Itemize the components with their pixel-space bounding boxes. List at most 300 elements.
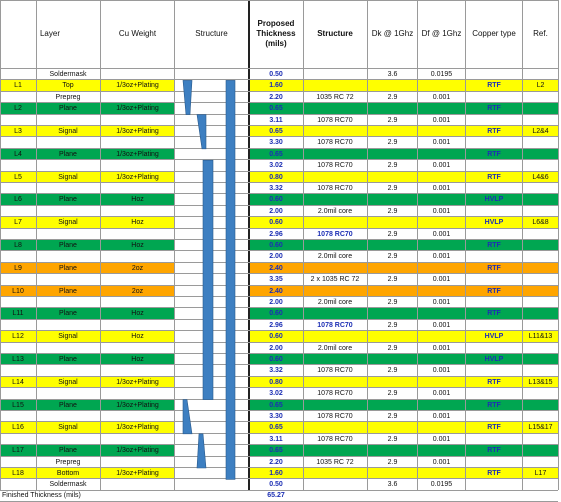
material: 1078 RC70 [317,435,353,443]
row-divider [0,330,558,331]
row-divider [0,102,558,103]
layer-id [0,274,36,285]
stackup-row [0,274,558,285]
thickness: 3.02 [269,162,283,170]
header-structure: Structure [195,29,228,38]
dk: 2.9 [387,93,398,101]
stackup-row [0,365,558,376]
row-divider [0,364,558,365]
material [303,400,367,411]
df: 0.001 [432,344,451,352]
dk [368,308,417,319]
stackup-row [0,206,558,217]
row-divider [0,114,558,115]
column-divider [36,0,37,490]
layer-id [0,137,36,148]
dk [368,263,417,274]
df: 0.0195 [430,71,453,78]
copper-type: RTF [487,447,501,455]
material: 1035 RC 72 [316,93,354,101]
copper-type: HVLP [484,219,504,227]
df [418,286,465,297]
cu-weight: 1/3oz+Plating [116,401,159,409]
row-divider [0,490,558,491]
row-divider [0,296,558,297]
layer-name [36,251,100,262]
layer-name [36,229,100,240]
layer-id: L10 [12,287,24,295]
df [418,126,465,137]
dk [368,240,417,251]
dk: 2.9 [387,413,398,420]
cu-weight [101,251,174,262]
layer-id: L2 [14,105,22,113]
layer-id [0,457,36,468]
row-divider [0,376,558,377]
layer-id: L6 [14,196,22,204]
stackup-row [0,286,558,297]
stackup-row [0,92,558,103]
table-top-border [0,0,558,1]
reference [523,240,558,251]
stackup-row [0,240,558,251]
copper-type [466,92,522,103]
stackup-row [0,457,558,468]
material [303,286,367,297]
cu-weight: Hoz [131,333,144,341]
layer-id: L8 [14,242,22,249]
row-divider [0,478,558,479]
stackup-row [0,468,558,479]
thickness: 3.32 [269,185,283,192]
dk [368,468,417,479]
df [418,263,465,274]
dk [368,400,417,411]
cu-weight: 1/3oz+Plating [116,424,159,432]
reference [523,274,558,285]
dk [368,149,417,160]
layer-id: L18 [12,470,24,477]
header-cu-weight: Cu Weight [118,29,157,38]
layer-name: Soldermask [49,71,87,78]
column-divider [367,0,368,490]
thickness: 0.65 [269,424,283,432]
df: 0.001 [432,435,451,443]
df [418,400,465,411]
layer-name: Plane [59,150,77,158]
thickness: 3.35 [269,276,283,284]
reference [523,479,558,490]
material [303,354,367,365]
footer-total-thickness: 65.27 [267,492,285,499]
layer-id [0,434,36,445]
copper-type [466,434,522,445]
material [303,445,367,456]
row-divider [0,307,558,308]
df [418,445,465,456]
layer-name: Signal [58,173,78,181]
layer-name [36,137,100,148]
stackup-row [0,343,558,354]
layer-name: Plane [59,196,77,204]
cu-weight [101,137,174,148]
reference [523,183,558,194]
reference [523,343,558,354]
material [303,479,367,490]
df: 0.001 [432,253,451,261]
reference [523,445,558,456]
cu-weight [101,69,174,80]
thickness: 2.40 [269,287,283,295]
row-divider [0,285,558,286]
copper-type [466,183,522,194]
copper-type: HVLP [484,356,504,363]
copper-type: HVLP [484,196,504,204]
cu-weight: 1/3oz+Plating [116,447,159,455]
layer-name [36,411,100,422]
copper-type: RTF [487,264,501,272]
df [418,80,465,91]
layer-name: Signal [58,128,78,135]
row-divider [0,91,558,92]
reference [523,400,558,411]
layer-name: Plane [59,447,77,455]
stackup-row [0,149,558,160]
df [418,149,465,160]
layer-id: L15 [12,401,24,409]
material: 1078 RC70 [317,162,353,170]
layer-id [0,479,36,490]
footer-label: Finished Thickness (mils) [2,492,81,499]
material [303,331,367,342]
layer-name: Soldermask [49,481,87,489]
material: 1078 RC70 [317,185,353,192]
stackup-row [0,115,558,126]
df: 0.001 [432,413,451,420]
row-divider [0,136,558,137]
stackup-row [0,160,558,171]
row-divider [0,262,558,263]
stackup-row [0,217,558,228]
thickness: 2.00 [269,253,283,261]
thickness: 0.65 [269,401,283,409]
row-divider [0,456,558,457]
thickness: 0.65 [269,150,283,158]
layer-id: L14 [12,378,24,386]
column-divider [174,0,175,490]
cu-weight: Hoz [131,196,144,204]
copper-type: RTF [487,105,501,113]
cu-weight [101,92,174,103]
thickness-column-border [248,0,250,490]
df [418,217,465,228]
dk: 3.6 [387,481,398,489]
row-divider [0,159,558,160]
reference [523,434,558,445]
layer-name: Signal [58,333,78,341]
row-divider [0,171,558,172]
dk: 2.9 [387,185,398,192]
material [303,126,367,137]
df [418,468,465,479]
layer-id: L17 [12,447,24,455]
df [418,103,465,114]
header-layer: Layer [39,29,60,38]
cu-weight: Hoz [131,310,144,318]
stackup-row [0,263,558,274]
reference [523,115,558,126]
layer-name: Plane [59,287,77,295]
reference [523,229,558,240]
reference [523,354,558,365]
thickness: 3.30 [269,413,283,420]
thickness: 0.60 [269,356,283,363]
dk [368,80,417,91]
df: 0.001 [432,207,451,215]
reference [523,320,558,331]
cu-weight [101,365,174,376]
copper-type [466,274,522,285]
dk [368,377,417,388]
reference [523,286,558,297]
thickness: 2.00 [269,344,283,352]
row-divider [0,410,558,411]
layer-name [36,297,100,308]
row-divider [0,399,558,400]
dk [368,103,417,114]
copper-type: RTF [487,470,501,477]
dk [368,354,417,365]
df: 0.001 [432,162,451,170]
copper-type [466,229,522,240]
cu-weight: 1/3oz+Plating [116,105,159,113]
material: 2.0mil core [317,253,353,261]
layer-id [0,343,36,354]
stackup-row [0,388,558,399]
cu-weight [101,479,174,490]
thickness: 0.60 [269,219,283,227]
cu-weight: Hoz [131,219,144,227]
stackup-row [0,103,558,114]
dk: 2.9 [387,230,398,238]
row-divider [0,239,558,240]
row-divider [0,68,558,69]
layer-name: Plane [59,356,77,363]
thickness: 0.80 [269,378,283,386]
cu-weight [101,343,174,354]
stackup-row [0,445,558,456]
thickness: 2.20 [269,93,283,101]
row-divider [0,250,558,251]
df: 0.001 [432,93,451,101]
copper-type [466,365,522,376]
stackup-row [0,308,558,319]
cu-weight [101,434,174,445]
df: 0.001 [432,139,451,147]
dk [368,194,417,205]
layer-id: L12 [12,333,24,341]
reference: L11&13 [528,333,553,341]
thickness: 1.60 [269,470,283,477]
column-divider [0,0,1,490]
material [303,217,367,228]
dk: 2.9 [387,139,398,147]
row-divider [0,444,558,445]
dk: 2.9 [387,390,398,398]
df [418,331,465,342]
layer-name [36,115,100,126]
reference [523,103,558,114]
material [303,149,367,160]
row-divider [0,205,558,206]
dk [368,422,417,433]
thickness: 3.32 [269,367,283,375]
layer-id: L16 [12,424,24,432]
dk [368,172,417,183]
layer-name: Plane [59,401,77,409]
copper-type [466,297,522,308]
dk: 2.9 [387,344,398,352]
layer-name: Plane [59,310,77,318]
reference: L13&15 [528,378,553,386]
layer-id [0,365,36,376]
reference [523,69,558,80]
reference [523,457,558,468]
layer-name [36,343,100,354]
material [303,263,367,274]
cu-weight [101,206,174,217]
layer-name [36,434,100,445]
layer-name [36,160,100,171]
stackup-row [0,172,558,183]
cu-weight [101,274,174,285]
layer-id: L1 [14,82,22,90]
copper-type [466,411,522,422]
dk: 2.9 [387,367,398,375]
column-divider [417,0,418,490]
reference: L2 [536,82,545,90]
column-divider [465,0,466,490]
dk [368,126,417,137]
row-divider [0,193,558,194]
copper-type: RTF [487,287,501,295]
thickness: 2.96 [269,230,283,238]
header-structure-material: Structure [317,29,353,38]
layer-name [36,183,100,194]
thickness: 0.65 [269,447,283,455]
reference [523,149,558,160]
material [303,422,367,433]
reference: L17 [534,470,547,477]
material [303,69,367,80]
row-divider [0,148,558,149]
reference [523,263,558,274]
copper-type: RTF [487,310,501,318]
layer-id: L7 [14,219,22,227]
thickness: 0.50 [269,481,283,489]
layer-id [0,92,36,103]
thickness: 0.80 [269,173,283,181]
df: 0.001 [432,390,451,398]
column-divider [558,0,559,490]
header-proposed-thickness: Proposed Thickness (mils) [256,19,296,48]
copper-type: RTF [487,173,501,181]
copper-type [466,457,522,468]
stackup-row [0,251,558,262]
stackup-row [0,434,558,445]
reference [523,411,558,422]
copper-type: RTF [487,424,501,432]
df [418,172,465,183]
layer-name: Signal [58,219,78,227]
row-divider [0,342,558,343]
layer-id [0,160,36,171]
dk: 2.9 [387,299,398,306]
layer-id: L13 [12,356,24,363]
dk: 2.9 [387,321,398,329]
dk: 2.9 [387,458,398,466]
layer-id [0,115,36,126]
cu-weight: 1/3oz+Plating [116,128,159,135]
layer-id [0,320,36,331]
layer-id: L3 [14,128,22,135]
stackup-row [0,126,558,137]
thickness: 2.96 [269,321,283,329]
copper-type [466,69,522,80]
thickness: 3.11 [269,116,283,124]
row-divider [0,319,558,320]
reference: L6&8 [532,219,549,227]
reference [523,137,558,148]
dk [368,286,417,297]
row-divider [0,433,558,434]
material: 2.0mil core [317,299,353,306]
copper-type [466,388,522,399]
dk: 2.9 [387,162,398,170]
cu-weight [101,320,174,331]
thickness: 2.40 [269,264,283,272]
reference [523,297,558,308]
material: 2.0mil core [317,344,353,352]
material: 2.0mil core [317,207,353,215]
df [418,194,465,205]
row-divider [0,467,558,468]
df: 0.001 [432,230,451,238]
material: 1078 RC70 [317,367,353,375]
df: 0.001 [432,276,451,284]
copper-type: RTF [487,150,501,158]
material [303,103,367,114]
stackup-row [0,137,558,148]
dk: 2.9 [387,435,398,443]
df [418,354,465,365]
layer-name [36,388,100,399]
copper-type: RTF [487,128,501,135]
cu-weight: 2oz [131,264,144,272]
df: 0.0195 [430,481,453,489]
df: 0.001 [432,116,451,124]
cu-weight [101,229,174,240]
row-divider [0,79,558,80]
column-divider [100,0,101,490]
stackup-row [0,411,558,422]
reference [523,365,558,376]
material: 1078 RC70 [317,321,353,329]
stackup-row [0,183,558,194]
layer-name: Bottom [56,470,80,477]
row-divider [0,421,558,422]
material [303,468,367,479]
